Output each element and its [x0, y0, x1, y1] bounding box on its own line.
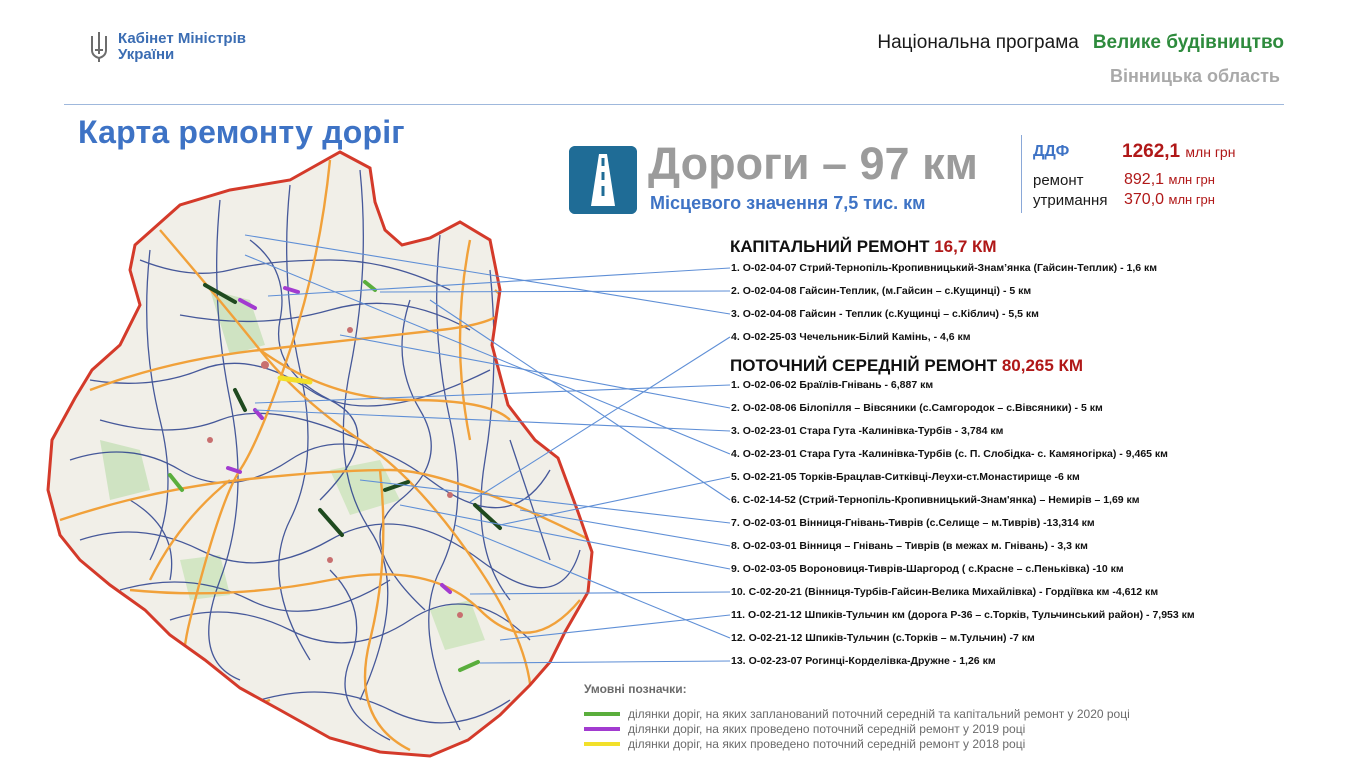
legend-item-2019 — [584, 721, 1130, 736]
legend-swatch-green — [584, 712, 620, 716]
list-item — [731, 330, 1160, 353]
repair-amount — [1124, 171, 1215, 189]
maintenance-amount — [1124, 191, 1215, 209]
fund-label: ДДФ — [1033, 143, 1070, 160]
repair-unit: млн грн — [1168, 172, 1215, 187]
fund-total-unit: млн грн — [1185, 144, 1236, 160]
repair-label: ремонт — [1033, 172, 1084, 189]
item-text: О-02-03-01 Вінниця – Гнівань – Тиврів (в межах м. Гнівань) - 3,3 км — [742, 540, 1088, 552]
legend-swatch-purple — [584, 727, 620, 731]
list-item — [731, 516, 1198, 539]
program-label: Національна програма — [877, 32, 1079, 53]
item-number: 5. — [731, 471, 740, 483]
maintenance-unit: млн грн — [1168, 192, 1215, 207]
item-number: 7. — [731, 517, 740, 529]
list-item — [731, 562, 1198, 585]
legend-swatch-yellow — [584, 742, 620, 746]
list-item — [731, 424, 1198, 447]
legend-title: Умовні позначки: — [584, 682, 687, 696]
list-item — [731, 284, 1160, 307]
item-number: 12. — [731, 632, 746, 644]
program-heading — [877, 32, 1284, 54]
fund-divider — [1021, 135, 1022, 213]
item-number: 1. — [731, 379, 740, 391]
legend-item-2020 — [584, 706, 1130, 721]
fund-total-value: 1262,1 — [1122, 141, 1181, 162]
item-text: О-02-21-05 Торків-Брацлав-Ситківці-Леухи-ст.Монастирище -6 км — [742, 471, 1080, 483]
fund-total — [1122, 141, 1235, 163]
trident-icon — [88, 30, 110, 64]
list-item — [731, 608, 1198, 631]
page-title: Карта ремонту доріг — [78, 114, 405, 150]
item-text: О-02-21-12 Шпиків-Тульчин (с.Торків – м.Тульчин) -7 км — [748, 632, 1035, 644]
cabinet-logo — [88, 30, 246, 64]
current-repair-heading — [730, 356, 1083, 376]
list-item — [731, 447, 1198, 470]
current-repair-title: ПОТОЧНИЙ СЕРЕДНІЙ РЕМОНТ — [730, 356, 998, 375]
list-item — [731, 307, 1160, 330]
item-text: О-02-21-12 Шпиків-Тульчин км (дорога Р-36 – с.Торків, Тульчинський район) - 7,953 км — [748, 609, 1195, 621]
list-item — [731, 654, 1198, 677]
current-repair-list — [731, 378, 1198, 677]
list-item — [731, 378, 1198, 401]
list-item — [731, 470, 1198, 493]
item-number: 8. — [731, 540, 740, 552]
capital-repair-title: КАПІТАЛЬНИЙ РЕМОНТ — [730, 237, 930, 256]
item-text: С-02-14-52 (Стрий-Тернопіль-Кропивницький-Знам'янка) – Немирів – 1,69 км — [742, 494, 1140, 506]
item-number: 11. — [731, 609, 746, 621]
road-icon — [569, 146, 637, 214]
legend-item-2018 — [584, 736, 1130, 751]
item-text: О-02-23-01 Стара Гута -Калинівка-Турбів (с. П. Слобідка- с. Камяногірка) - 9,465 км — [742, 448, 1168, 460]
header-divider — [64, 104, 1284, 105]
legend-text: ділянки доріг, на яких запланований поточний середній та капітальний ремонт у 2020 році — [628, 706, 1130, 721]
map-canvas — [30, 140, 610, 765]
item-text: О-02-23-07 Рогинці-Корделівка-Дружне - 1,26 км — [748, 655, 996, 667]
legend-text: ділянки доріг, на яких проведено поточний середній ремонт у 2018 році — [628, 736, 1026, 751]
item-text: О-02-03-01 Вінниця-Гнівань-Тиврів (с.Селище – м.Тиврів) -13,314 км — [742, 517, 1095, 529]
maintenance-label: утримання — [1033, 192, 1108, 209]
item-text: О-02-04-07 Стрий-Тернопіль-Кропивницький-Знам’янка (Гайсин-Теплик) - 1,6 км — [742, 262, 1158, 274]
item-number: 13. — [731, 655, 746, 667]
region-label: Вінницька область — [1110, 66, 1280, 86]
item-text: О-02-03-05 Вороновиця-Тиврів-Шаргород ( с.Красне – с.Пеньківка) -10 км — [742, 563, 1124, 575]
roads-local-subtitle: Місцевого значення 7,5 тис. км — [650, 193, 926, 213]
item-text: С-02-20-21 (Вінниця-Турбів-Гайсин-Велика Михайлівка) - Гордіївка км -4,612 км — [748, 586, 1159, 598]
item-text: О-02-25-03 Чечельник-Білий Камінь, - 4,6 км — [742, 331, 971, 343]
org-name — [118, 31, 246, 63]
map-legend — [584, 682, 1130, 751]
item-number: 4. — [731, 331, 740, 343]
list-item — [731, 539, 1198, 562]
item-number: 1. — [731, 262, 740, 274]
org-name-line2: України — [118, 46, 175, 63]
item-text: О-02-04-08 Гайсин-Теплик, (м.Гайсин – с.Кущинці) - 5 км — [742, 285, 1032, 297]
list-item — [731, 261, 1160, 284]
item-text: О-02-23-01 Стара Гута -Калинівка-Турбів - 3,784 км — [742, 425, 1004, 437]
item-text: О-02-08-06 Білопілля – Вівсяники (с.Самгородок – с.Вівсяники) - 5 км — [742, 402, 1103, 414]
capital-repair-total: 16,7 КМ — [934, 237, 997, 256]
list-item — [731, 585, 1198, 608]
program-name: Велике будівництво — [1092, 32, 1284, 53]
item-text: О-02-04-08 Гайсин - Теплик (с.Кущинці – с.Кіблич) - 5,5 км — [742, 308, 1039, 320]
item-number: 2. — [731, 402, 740, 414]
legend-text: ділянки доріг, на яких проведено поточний середній ремонт у 2019 році — [628, 721, 1026, 736]
item-number: 3. — [731, 425, 740, 437]
list-item — [731, 401, 1198, 424]
current-repair-total: 80,265 КМ — [1001, 356, 1084, 375]
capital-repair-heading — [730, 237, 997, 257]
item-number: 2. — [731, 285, 740, 297]
list-item — [731, 631, 1198, 654]
item-number: 10. — [731, 586, 746, 598]
region-road-map — [30, 140, 610, 765]
item-number: 4. — [731, 448, 740, 460]
item-number: 9. — [731, 563, 740, 575]
org-name-line1: Кабінет Міністрів — [118, 30, 246, 47]
roads-total-title: Дороги – 97 км — [648, 138, 978, 189]
item-text: О-02-06-02 Браїлів-Гнівань - 6,887 км — [742, 379, 934, 391]
maintenance-value: 370,0 — [1124, 191, 1165, 208]
item-number: 6. — [731, 494, 740, 506]
list-item — [731, 493, 1198, 516]
item-number: 3. — [731, 308, 740, 320]
repair-value: 892,1 — [1124, 171, 1165, 188]
capital-repair-list — [731, 261, 1160, 353]
